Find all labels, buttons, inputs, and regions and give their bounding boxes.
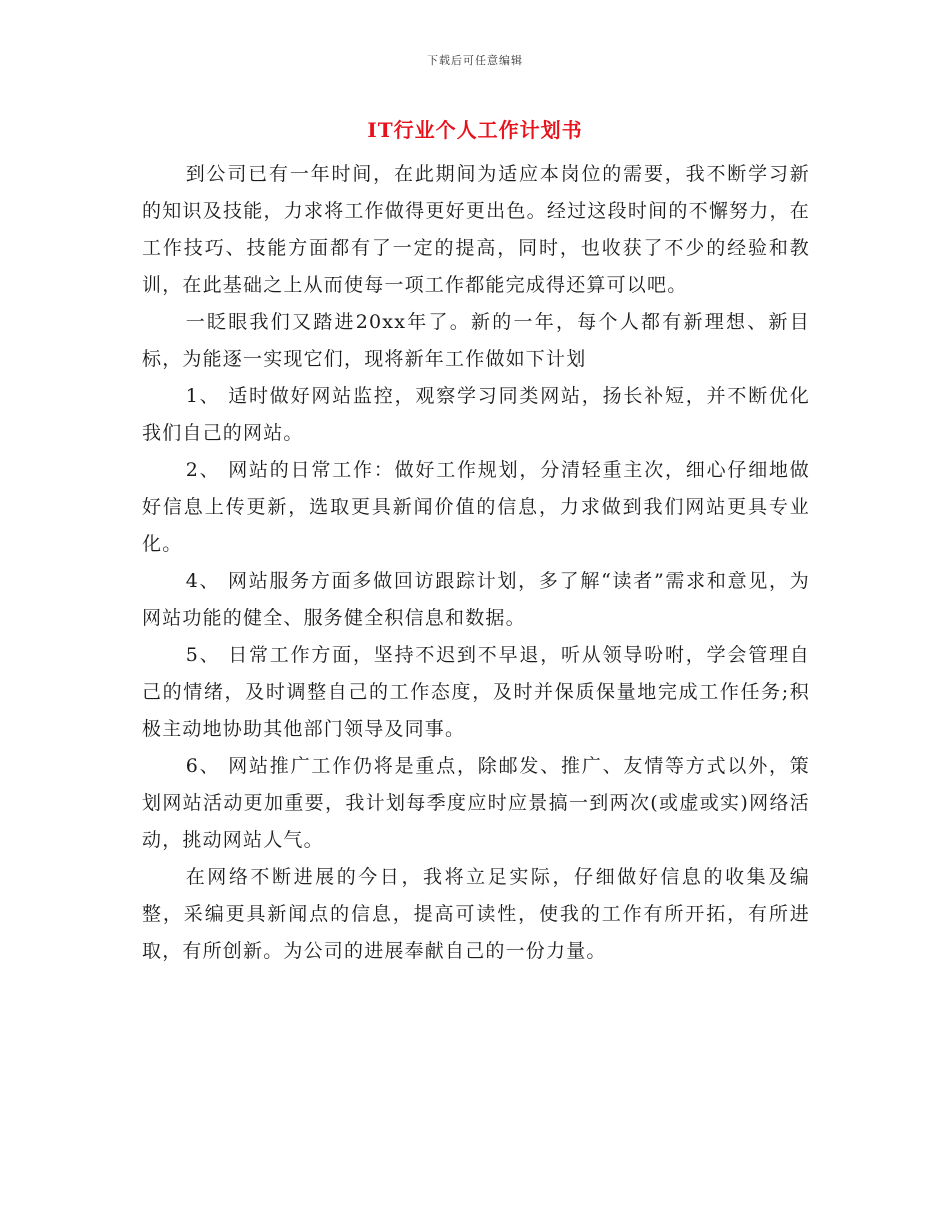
paragraph-item-4: 4、 网站服务方面多做回访跟踪计划，多了解“读者”需求和意见，为网站功能的健全、服务健全积信息和数据。 (142, 570, 810, 629)
paragraph-new-year: 一眨眼我们又踏进20xx年了。新的一年，每个人都有新理想、新目标，为能逐一实现它们，现将新年工作做如下计划 (142, 311, 810, 370)
paragraph-item-2: 2、 网站的日常工作：做好工作规划，分清轻重主次，细心仔细地做好信息上传更新，选取更具新闻价值的信息，力求做到我们网站更具专业化。 (142, 459, 810, 555)
paragraph-item-5: 5、 日常工作方面，坚持不迟到不早退，听从领导吩咐，学会管理自己的情绪，及时调整自己的工作态度，及时并保质保量地完成工作任务;积极主动地协助其他部门领导及同事。 (142, 644, 810, 740)
document-title: IT行业个人工作计划书 (367, 118, 583, 142)
paragraph-item-6: 6、 网站推广工作仍将是重点，除邮发、推广、友情等方式以外，策划网站活动更加重要，我计划每季度应时应景搞一到两次(或虚或实)网络活动，挑动网站人气。 (142, 755, 810, 851)
document-body (142, 156, 810, 970)
paragraph-intro: 到公司已有一年时间，在此期间为适应本岗位的需要，我不断学习新的知识及技能，力求将工作做得更好更出色。经过这段时间的不懈努力，在工作技巧、技能方面都有了一定的提高，同时，也收获了不少的经验和教训，在此基础之上从而使每一项工作都能完成得还算可以吧。 (142, 163, 810, 296)
header-note: 下载后可任意编辑 (427, 54, 523, 67)
paragraph-conclusion: 在网络不断进展的今日，我将立足实际，仔细做好信息的收集及编整，采编更具新闻点的信息，提高可读性，使我的工作有所开拓，有所进取，有所创新。为公司的进展奉献自己的一份力量。 (142, 866, 810, 962)
paragraph-item-1: 1、 适时做好网站监控，观察学习同类网站，扬长补短，并不断优化我们自己的网站。 (142, 385, 810, 444)
